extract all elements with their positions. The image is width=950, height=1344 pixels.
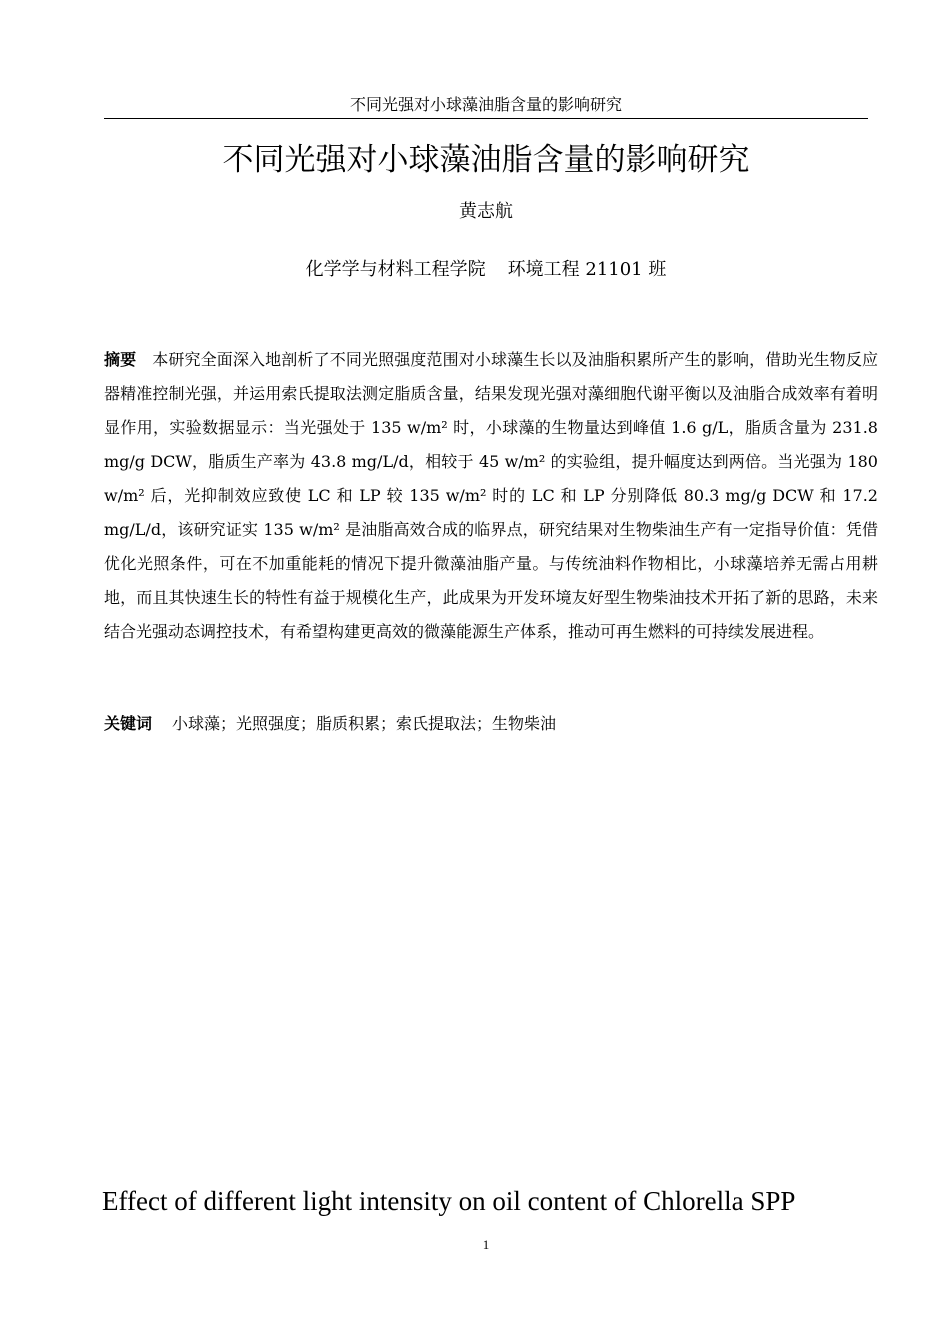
keywords-text: 小球藻；光照强度；脂质积累；索氏提取法；生物柴油: [172, 714, 557, 733]
running-header: 不同光强对小球藻油脂含量的影响研究: [349, 95, 622, 114]
author-affiliation: [104, 257, 868, 283]
page-number: 1: [482, 1237, 490, 1252]
keywords-label: 关键词: [104, 714, 153, 733]
header-divider: [104, 118, 868, 119]
author-name: 黄志航: [459, 201, 513, 222]
abstract-section: [104, 343, 878, 649]
affiliation-class: 环境工程 21101 班: [507, 259, 667, 280]
abstract-text: 本研究全面深入地剖析了不同光照强度范围对小球藻生长以及油脂积累所产生的影响，借助光生物反应器精准控制光强，并运用索氏提取法测定脂质含量，结果发现光强对藻细胞代谢平衡以及油脂合成效率有着明显作用，实验数据显示：当光强处于 135 w/m² 时，小球藻的生物量达到峰值 1.6 g/L，脂质含量为 231.8 mg/g DCW，脂质生产率为 43.8 mg/L/d，相较于 45 w/m² 的实验组，提升幅度达到两倍。当光强为 180 w/m² 后，光抑制效应致使 LC 和 LP 较 135 w/m² 时的 LC 和 LP 分别降低 80.3 mg/g DCW 和 17.2 mg/L/d，该研究证实 135 w/m² 是油脂高效合成的临界点，研究结果对生物柴油生产有一定指导价值：凭借优化光照条件，可在不加重能耗的情况下提升微藻油脂产量。与传统油料作物相比，小球藻培养无需占用耕地，而且其快速生长的特性有益于规模化生产，此成果为开发环境友好型生物柴油技术开拓了新的思路，未来结合光强动态调控技术，有希望构建更高效的微藻能源生产体系，推动可再生燃料的可持续发展进程。: [104, 350, 878, 641]
english-title: Effect of different light intensity on oil content of Chlorella SPP: [102, 1186, 796, 1216]
paper-title: 不同光强对小球藻油脂含量的影响研究: [222, 142, 750, 178]
abstract-label: 摘要: [104, 350, 137, 369]
keywords-section: [104, 709, 868, 739]
affiliation-school: 化学学与材料工程学院: [305, 259, 486, 280]
